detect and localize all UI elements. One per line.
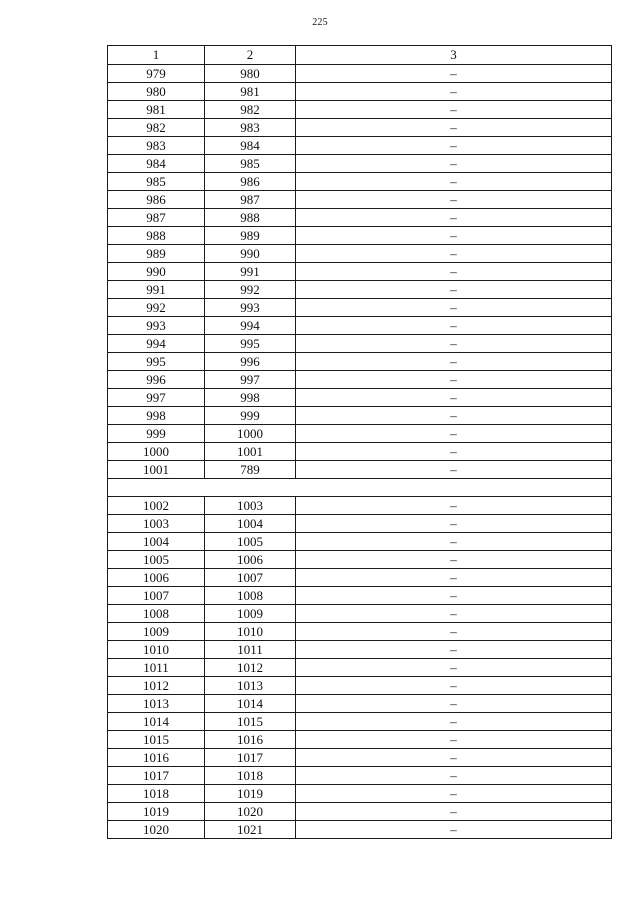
table-cell-col-1: 988 [108, 227, 205, 245]
table-cell-col-1: 995 [108, 353, 205, 371]
table-header [108, 46, 612, 65]
table-cell-col-2: 990 [205, 245, 296, 263]
table-cell-col-3: – [296, 515, 612, 533]
table-row [108, 767, 612, 785]
table-cell-col-3: – [296, 731, 612, 749]
table-row [108, 641, 612, 659]
table-cell-col-1: 1004 [108, 533, 205, 551]
table-cell-col-2: 989 [205, 227, 296, 245]
table-cell-col-3: – [296, 191, 612, 209]
table-cell-col-1: 1002 [108, 497, 205, 515]
table-cell-col-1: 994 [108, 335, 205, 353]
table-row [108, 497, 612, 515]
table-cell-col-1: 1009 [108, 623, 205, 641]
table-cell-col-2: 997 [205, 371, 296, 389]
table-cell-col-2: 983 [205, 119, 296, 137]
data-table [107, 45, 612, 839]
table-cell-col-3: – [296, 677, 612, 695]
table-cell-col-1: 985 [108, 173, 205, 191]
table-cell-col-1: 1007 [108, 587, 205, 605]
table-cell-col-2: 994 [205, 317, 296, 335]
table-row [108, 677, 612, 695]
table-row [108, 821, 612, 839]
table-cell-col-2: 999 [205, 407, 296, 425]
table-cell-col-2: 1010 [205, 623, 296, 641]
table-cell-col-3: – [296, 227, 612, 245]
table-cell-col-1: 983 [108, 137, 205, 155]
table-cell-col-3: – [296, 803, 612, 821]
table-cell-col-3: – [296, 353, 612, 371]
column-header-3: 3 [296, 46, 612, 65]
table-cell-col-3: – [296, 83, 612, 101]
table-cell-col-1: 1001 [108, 461, 205, 479]
table-cell-col-2: 980 [205, 65, 296, 83]
table-cell-col-2: 1007 [205, 569, 296, 587]
table-cell-col-2: 1003 [205, 497, 296, 515]
table-row [108, 713, 612, 731]
table-cell-col-2: 1021 [205, 821, 296, 839]
table-cell-col-3: – [296, 209, 612, 227]
table-cell-col-1: 1011 [108, 659, 205, 677]
table-row [108, 119, 612, 137]
table-row [108, 101, 612, 119]
table-cell-col-2: 987 [205, 191, 296, 209]
table-row [108, 551, 612, 569]
table-cell-col-3: – [296, 101, 612, 119]
table-row [108, 263, 612, 281]
table-cell-col-2: 984 [205, 137, 296, 155]
table-cell-col-3: – [296, 461, 612, 479]
table-cell-col-1: 1018 [108, 785, 205, 803]
table-cell-col-1: 992 [108, 299, 205, 317]
table-cell-col-1: 997 [108, 389, 205, 407]
table-cell-col-2: 1014 [205, 695, 296, 713]
table-cell-col-2: 1015 [205, 713, 296, 731]
table-cell-col-3: – [296, 587, 612, 605]
table-cell-col-3: – [296, 497, 612, 515]
table-cell-col-2: 982 [205, 101, 296, 119]
table-row [108, 461, 612, 479]
table-row [108, 191, 612, 209]
table-cell-col-2: 1019 [205, 785, 296, 803]
table-cell-col-3: – [296, 749, 612, 767]
table-cell-col-3: – [296, 623, 612, 641]
table-cell-col-2: 981 [205, 83, 296, 101]
table-cell-col-2: 789 [205, 461, 296, 479]
table-cell-col-3: – [296, 605, 612, 623]
table-row [108, 299, 612, 317]
table-cell-col-3: – [296, 821, 612, 839]
header-row [108, 46, 612, 65]
table-row [108, 245, 612, 263]
table-row [108, 389, 612, 407]
table-row [108, 317, 612, 335]
table-cell-col-1: 1014 [108, 713, 205, 731]
table-cell-col-2: 998 [205, 389, 296, 407]
table-row [108, 173, 612, 191]
table-cell-col-3: – [296, 389, 612, 407]
table-row [108, 209, 612, 227]
page-number: 225 [312, 17, 328, 28]
table-cell-col-3: – [296, 317, 612, 335]
table-cell-col-2: 1005 [205, 533, 296, 551]
table-cell-col-2: 1009 [205, 605, 296, 623]
table-cell-col-1: 999 [108, 425, 205, 443]
table-row [108, 227, 612, 245]
table-cell-col-3: – [296, 533, 612, 551]
table-body-part-1 [108, 65, 612, 479]
table-cell-col-3: – [296, 443, 612, 461]
table-cell-col-3: – [296, 119, 612, 137]
table-cell-col-2: 985 [205, 155, 296, 173]
table-cell-col-1: 987 [108, 209, 205, 227]
table-cell-col-1: 984 [108, 155, 205, 173]
table-cell-col-1: 979 [108, 65, 205, 83]
table-cell-col-2: 1008 [205, 587, 296, 605]
table-cell-col-1: 1003 [108, 515, 205, 533]
table-cell-col-2: 1016 [205, 731, 296, 749]
table-cell-col-3: – [296, 263, 612, 281]
table-cell-col-2: 986 [205, 173, 296, 191]
gap-row [108, 479, 612, 497]
table-cell-col-3: – [296, 371, 612, 389]
table-cell-col-1: 986 [108, 191, 205, 209]
table-row [108, 803, 612, 821]
table-cell-col-3: – [296, 551, 612, 569]
table-cell-col-1: 1019 [108, 803, 205, 821]
table-cell-col-3: – [296, 695, 612, 713]
table-cell-col-2: 1018 [205, 767, 296, 785]
table-row [108, 443, 612, 461]
table-cell-col-3: – [296, 155, 612, 173]
table-row [108, 371, 612, 389]
table-row [108, 515, 612, 533]
table-cell-col-1: 1017 [108, 767, 205, 785]
table-row [108, 731, 612, 749]
table-row [108, 137, 612, 155]
table-row [108, 623, 612, 641]
table-cell-col-2: 992 [205, 281, 296, 299]
table-cell-col-1: 989 [108, 245, 205, 263]
table-cell-col-1: 1020 [108, 821, 205, 839]
table-cell-col-2: 1011 [205, 641, 296, 659]
table-row [108, 407, 612, 425]
table-cell-col-3: – [296, 137, 612, 155]
table-cell-col-1: 1005 [108, 551, 205, 569]
table-cell-col-3: – [296, 659, 612, 677]
table-cell-col-2: 1013 [205, 677, 296, 695]
table-cell-col-1: 1015 [108, 731, 205, 749]
table-row [108, 659, 612, 677]
table-row [108, 533, 612, 551]
table-cell-col-1: 991 [108, 281, 205, 299]
table-cell-col-2: 1004 [205, 515, 296, 533]
table-cell-col-2: 995 [205, 335, 296, 353]
table-cell-col-3: – [296, 299, 612, 317]
table-row [108, 65, 612, 83]
table-cell-col-2: 1020 [205, 803, 296, 821]
table-cell-col-2: 1000 [205, 425, 296, 443]
table-cell-col-1: 1000 [108, 443, 205, 461]
table-cell-col-2: 988 [205, 209, 296, 227]
table-cell-col-3: – [296, 767, 612, 785]
table-cell-col-2: 996 [205, 353, 296, 371]
table-cell-col-3: – [296, 641, 612, 659]
table-cell-col-1: 1010 [108, 641, 205, 659]
table-cell-col-3: – [296, 173, 612, 191]
table-row [108, 695, 612, 713]
table-cell-col-1: 1012 [108, 677, 205, 695]
table-cell-col-2: 993 [205, 299, 296, 317]
table-row [108, 335, 612, 353]
table-cell-col-3: – [296, 713, 612, 731]
table-cell-col-2: 1012 [205, 659, 296, 677]
table-cell-col-2: 991 [205, 263, 296, 281]
table-row [108, 425, 612, 443]
column-header-2: 2 [205, 46, 296, 65]
table-row [108, 353, 612, 371]
table-cell-col-1: 1006 [108, 569, 205, 587]
table-row [108, 83, 612, 101]
table-cell-col-3: – [296, 425, 612, 443]
table-gap [108, 479, 612, 497]
table-body-part-2 [108, 497, 612, 839]
table-cell-col-3: – [296, 785, 612, 803]
table-cell-col-1: 993 [108, 317, 205, 335]
table-cell-col-3: – [296, 245, 612, 263]
table-cell-col-1: 990 [108, 263, 205, 281]
table-cell-col-1: 1016 [108, 749, 205, 767]
column-header-1: 1 [108, 46, 205, 65]
table-cell-col-3: – [296, 335, 612, 353]
table-row [108, 281, 612, 299]
table-cell-col-1: 980 [108, 83, 205, 101]
table-cell-col-3: – [296, 65, 612, 83]
table-cell-col-1: 1008 [108, 605, 205, 623]
table-cell-col-2: 1006 [205, 551, 296, 569]
table-row [108, 785, 612, 803]
table-cell-col-1: 998 [108, 407, 205, 425]
table-row [108, 569, 612, 587]
table-cell-col-1: 1013 [108, 695, 205, 713]
table-row [108, 605, 612, 623]
table-cell-col-3: – [296, 281, 612, 299]
table-cell-col-1: 996 [108, 371, 205, 389]
table-row [108, 155, 612, 173]
table-cell-col-1: 981 [108, 101, 205, 119]
table-cell-col-1: 982 [108, 119, 205, 137]
table-cell-col-3: – [296, 569, 612, 587]
table-cell-col-2: 1001 [205, 443, 296, 461]
gap-cell [108, 479, 612, 497]
table-cell-col-3: – [296, 407, 612, 425]
table-row [108, 749, 612, 767]
table-cell-col-2: 1017 [205, 749, 296, 767]
table-row [108, 587, 612, 605]
